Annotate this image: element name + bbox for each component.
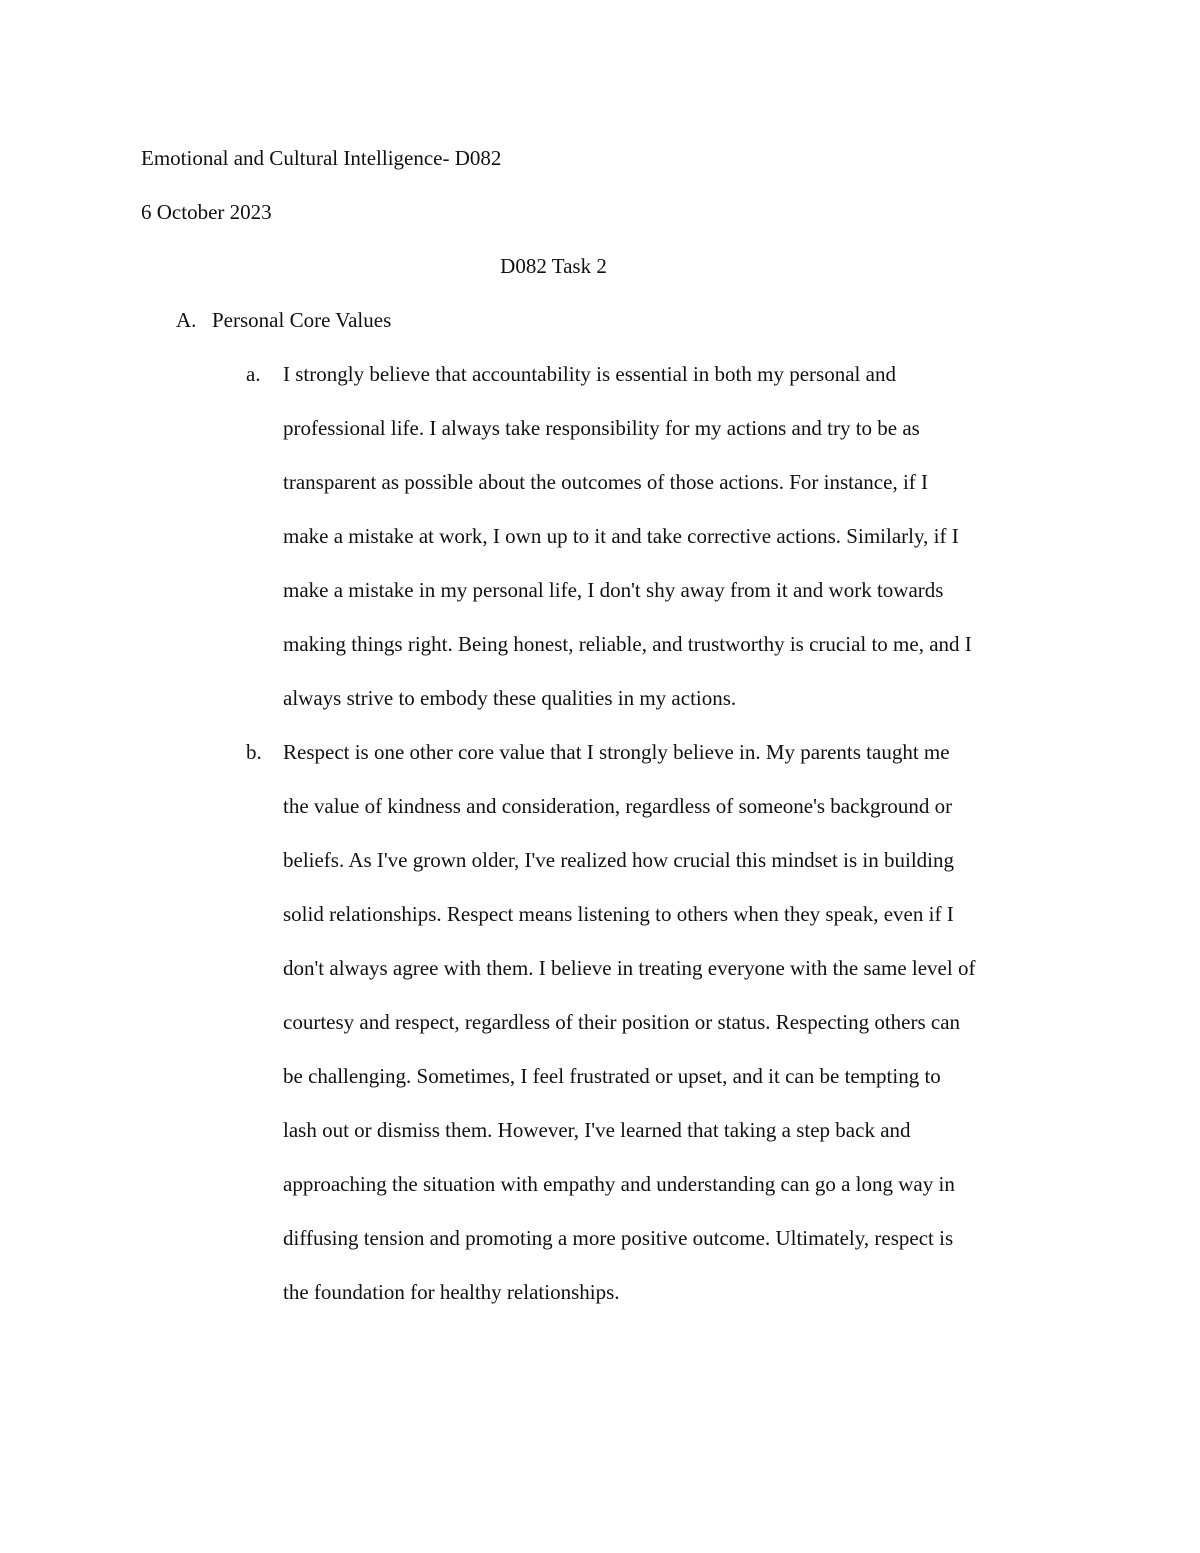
paragraph-line: always strive to embody these qualities in my actions. (283, 686, 737, 710)
paragraph-line: beliefs. As I've grown older, I've realized how crucial this mindset is in building (283, 848, 954, 872)
paragraph-line: don't always agree with them. I believe in treating everyone with the same level of (283, 956, 976, 980)
paragraph-line: courtesy and respect, regardless of their position or status. Respecting others can (283, 1010, 961, 1034)
section-marker: A. (176, 308, 197, 332)
paragraph-line: making things right. Being honest, reliable, and trustworthy is crucial to me, and I (283, 632, 972, 656)
paragraph-line: professional life. I always take responsibility for my actions and try to be as (283, 416, 920, 440)
paragraph-line: I strongly believe that accountability is essential in both my personal and (283, 362, 896, 386)
course-title: Emotional and Cultural Intelligence- D082 (141, 146, 502, 170)
section-heading: Personal Core Values (212, 308, 392, 332)
list-item-paragraph (283, 347, 1083, 725)
list-item-marker: a. (246, 362, 261, 386)
paragraph-line: the value of kindness and consideration, regardless of someone's background or (283, 794, 953, 818)
paragraph-line: lash out or dismiss them. However, I've learned that taking a step back and (283, 1118, 911, 1142)
paragraph-line: make a mistake in my personal life, I don't shy away from it and work towards (283, 578, 944, 602)
paragraph-line: make a mistake at work, I own up to it and take corrective actions. Similarly, if I (283, 524, 959, 548)
paragraph-line: approaching the situation with empathy and understanding can go a long way in (283, 1172, 955, 1196)
paragraph-line: Respect is one other core value that I strongly believe in. My parents taught me (283, 740, 950, 764)
document-date: 6 October 2023 (141, 200, 272, 224)
page-title: D082 Task 2 (500, 254, 607, 278)
paragraph-line: solid relationships. Respect means listening to others when they speak, even if I (283, 902, 954, 926)
paragraph-line: transparent as possible about the outcomes of those actions. For instance, if I (283, 470, 929, 494)
list-item-paragraph (283, 725, 1083, 1319)
paragraph-line: the foundation for healthy relationships. (283, 1280, 620, 1304)
paragraph-line: be challenging. Sometimes, I feel frustrated or upset, and it can be tempting to (283, 1064, 941, 1088)
paragraph-line: diffusing tension and promoting a more positive outcome. Ultimately, respect is (283, 1226, 954, 1250)
list-item-marker: b. (246, 740, 262, 764)
